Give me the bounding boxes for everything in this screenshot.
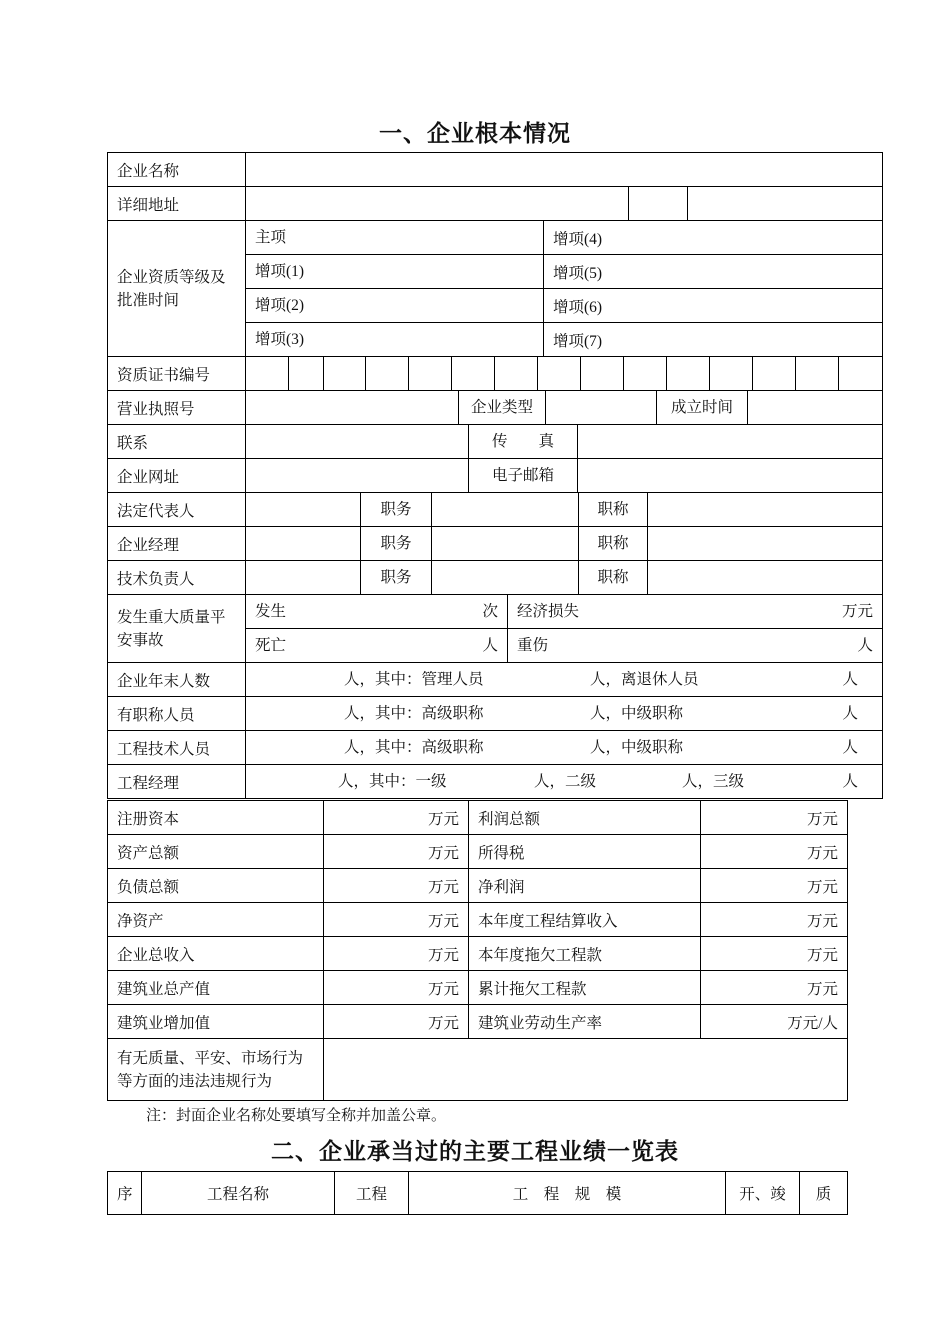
title-label: 职称 (579, 527, 648, 560)
pm-level3: 人，三级 (682, 773, 745, 790)
address-field[interactable] (246, 187, 629, 220)
company-name-label: 企业名称 (108, 153, 246, 187)
finance-left-label: 注册资本 (108, 801, 324, 835)
position-field[interactable] (432, 527, 579, 560)
contact-field[interactable] (246, 425, 469, 458)
position-label: 职务 (361, 527, 432, 560)
cert-digit-box[interactable] (753, 357, 796, 391)
address-extra-1[interactable] (629, 187, 688, 220)
unit-label: 万元 (427, 810, 459, 828)
finance-left-value[interactable] (324, 903, 469, 937)
position-label: 职务 (361, 493, 432, 526)
position-label: 职务 (361, 561, 432, 594)
finance-right-label: 所得税 (469, 835, 701, 869)
unit-label: 万元/人 (787, 1014, 838, 1032)
cert-digit-box[interactable] (538, 357, 581, 391)
finance-right-value[interactable] (701, 835, 848, 869)
company-type-label: 企业类型 (459, 391, 546, 424)
section-title: 二、企业承当过的主要工程业绩一览表 (271, 1139, 679, 1165)
manager-label: 企业经理 (108, 527, 246, 561)
finance-row (108, 869, 848, 903)
license-label: 营业执照号 (108, 391, 246, 425)
finance-right-value[interactable] (701, 971, 848, 1005)
website-field[interactable] (246, 459, 469, 492)
finance-left-value[interactable] (324, 801, 469, 835)
basic-info-table (107, 152, 883, 799)
col-project-scale: 工 程 规 模 (409, 1172, 726, 1215)
pm-label: 工程经理 (108, 765, 246, 799)
position-field[interactable] (432, 561, 579, 594)
finance-right-label: 本年度工程结算收入 (469, 903, 701, 937)
tech-lead-field[interactable] (246, 561, 361, 594)
unit-label: 万元 (427, 844, 459, 862)
finance-right-value[interactable] (701, 903, 848, 937)
finance-left-value[interactable] (324, 1005, 469, 1039)
unit-label: 万元 (806, 810, 838, 828)
title-field[interactable] (648, 527, 882, 560)
col-start-end: 开、竣 (726, 1172, 800, 1215)
unit-label: 万元 (427, 878, 459, 896)
engineers-label: 工程技术人员 (108, 731, 246, 765)
finance-right-value[interactable] (701, 869, 848, 903)
fax-label: 传 真 (469, 425, 578, 458)
unit-label: 万元 (806, 878, 838, 896)
add-item-3[interactable]: 增项(3) (246, 323, 544, 356)
occur-label: 发生 (255, 603, 287, 620)
add-item-2[interactable]: 增项(2) (246, 289, 544, 322)
injury-label: 重伤 (517, 637, 549, 654)
finance-row (108, 903, 848, 937)
title-label: 职称 (579, 561, 648, 594)
contact-label: 联系 (108, 425, 246, 459)
cert-digit-box[interactable] (246, 357, 289, 391)
injury-unit: 人 (857, 637, 874, 654)
page-title: 一、企业根本情况 (379, 121, 571, 147)
finance-right-label: 建筑业劳动生产率 (469, 1005, 701, 1039)
cert-no-label: 资质证书编号 (108, 357, 246, 391)
finance-right-value[interactable] (701, 801, 848, 835)
finance-left-label: 负债总额 (108, 869, 324, 903)
add-item-5[interactable]: 增项(5) (553, 264, 603, 282)
year-end-label: 企业年末人数 (108, 663, 246, 697)
col-quality: 质 (800, 1172, 848, 1215)
finance-row (108, 835, 848, 869)
finance-left-value[interactable] (324, 937, 469, 971)
finance-row (108, 937, 848, 971)
finance-row (108, 1005, 848, 1039)
titled-cell[interactable] (246, 697, 872, 730)
found-time-field[interactable] (748, 391, 882, 424)
titled-unit: 人 (842, 705, 859, 722)
year-end-mid: 人，其中：管理人员 (344, 671, 484, 688)
cert-digit-box[interactable] (624, 357, 667, 391)
unit-label: 万元 (806, 980, 838, 998)
title-label: 职称 (579, 493, 648, 526)
pm-unit: 人 (842, 773, 859, 790)
pm-level1: 人，其中：一级 (338, 773, 447, 790)
death-cell[interactable] (246, 629, 508, 662)
titled-middle: 人，中级职称 (590, 705, 684, 722)
loss-label: 经济损失 (517, 603, 580, 620)
add-item-7[interactable]: 增项(7) (553, 332, 603, 350)
cert-digit-box[interactable] (324, 357, 366, 391)
cert-digit-box[interactable] (366, 357, 409, 391)
add-item-6[interactable]: 增项(6) (553, 298, 603, 316)
company-name-field[interactable] (246, 153, 883, 187)
finance-right-label: 利润总额 (469, 801, 701, 835)
unit-label: 万元 (806, 912, 838, 930)
title-field[interactable] (648, 493, 882, 526)
email-field[interactable] (578, 459, 882, 492)
engineers-middle: 人，中级职称 (590, 739, 684, 756)
accident-label: 发生重大质量平安事故 (108, 595, 246, 663)
injury-cell[interactable] (508, 629, 882, 662)
company-type-field[interactable] (546, 391, 657, 424)
address-label: 详细地址 (108, 187, 246, 221)
legal-rep-label: 法定代表人 (108, 493, 246, 527)
address-extra-2[interactable] (688, 187, 882, 220)
pm-level2: 人，二级 (534, 773, 597, 790)
accident-count-cell[interactable] (246, 595, 508, 628)
finance-left-label: 净资产 (108, 903, 324, 937)
main-item[interactable]: 主项 (246, 221, 544, 254)
finance-row (108, 971, 848, 1005)
engineers-cell[interactable] (246, 731, 872, 764)
engineers-senior: 人，其中：高级职称 (344, 739, 484, 756)
found-time-label: 成立时间 (657, 391, 748, 424)
unit-label: 万元 (427, 946, 459, 964)
cert-digit-box[interactable] (289, 357, 324, 391)
add-item-4[interactable]: 增项(4) (553, 230, 603, 248)
cert-digit-box[interactable] (667, 357, 710, 391)
finance-right-value[interactable] (701, 1005, 848, 1039)
titled-senior: 人，其中：高级职称 (344, 705, 484, 722)
col-project-name: 工程名称 (142, 1172, 335, 1215)
add-item-1[interactable]: 增项(1) (246, 255, 544, 288)
engineers-unit: 人 (842, 739, 859, 756)
performance-table (107, 1171, 848, 1215)
cert-digit-box[interactable] (839, 357, 883, 391)
finance-right-label: 本年度拖欠工程款 (469, 937, 701, 971)
loss-unit: 万元 (842, 603, 874, 620)
unit-label: 万元 (427, 1014, 459, 1032)
cert-digit-box[interactable] (495, 357, 538, 391)
website-label: 企业网址 (108, 459, 246, 493)
cert-digit-box[interactable] (409, 357, 452, 391)
cert-digit-box[interactable] (581, 357, 624, 391)
finance-right-label: 累计拖欠工程款 (469, 971, 701, 1005)
pm-cell[interactable] (246, 765, 872, 798)
fax-field[interactable] (578, 425, 882, 458)
finance-left-label: 建筑业增加值 (108, 1005, 324, 1039)
finance-left-label: 企业总收入 (108, 937, 324, 971)
finance-table (107, 800, 848, 1101)
times-unit: 次 (482, 603, 498, 620)
finance-left-label: 建筑业总产值 (108, 971, 324, 1005)
unit-label: 万元 (427, 980, 459, 998)
loss-cell[interactable] (508, 595, 882, 628)
title-field[interactable] (648, 561, 882, 594)
col-project: 工程 (335, 1172, 409, 1215)
violation-field[interactable] (324, 1039, 848, 1101)
death-unit: 人 (482, 637, 498, 654)
finance-right-label: 净利润 (469, 869, 701, 903)
position-field[interactable] (432, 493, 579, 526)
unit-label: 万元 (806, 946, 838, 964)
finance-row (108, 801, 848, 835)
email-label: 电子邮箱 (469, 459, 578, 492)
violation-label: 有无质量、平安、市场行为等方面的违法违规行为 (108, 1039, 324, 1101)
death-label: 死亡 (255, 637, 287, 654)
legal-rep-field[interactable] (246, 493, 361, 526)
finance-left-value[interactable] (324, 971, 469, 1005)
manager-field[interactable] (246, 527, 361, 560)
cert-digit-box[interactable] (710, 357, 753, 391)
year-end-cell[interactable] (246, 663, 872, 696)
col-seq: 序 (108, 1172, 142, 1215)
finance-left-label: 资产总额 (108, 835, 324, 869)
year-end-unit: 人 (842, 671, 859, 688)
unit-label: 万元 (806, 844, 838, 862)
titled-label: 有职称人员 (108, 697, 246, 731)
finance-right-value[interactable] (701, 937, 848, 971)
unit-label: 万元 (427, 912, 459, 930)
tech-lead-label: 技术负责人 (108, 561, 246, 595)
finance-left-value[interactable] (324, 869, 469, 903)
finance-left-value[interactable] (324, 835, 469, 869)
cert-digit-box[interactable] (796, 357, 839, 391)
footnote: 注：封面企业名称处要填写全称并加盖公章。 (146, 1108, 447, 1124)
cert-digit-box[interactable] (452, 357, 495, 391)
year-end-retired: 人，离退休人员 (590, 671, 699, 688)
qualification-label: 企业资质等级及批准时间 (108, 221, 246, 357)
license-field[interactable] (246, 391, 459, 424)
